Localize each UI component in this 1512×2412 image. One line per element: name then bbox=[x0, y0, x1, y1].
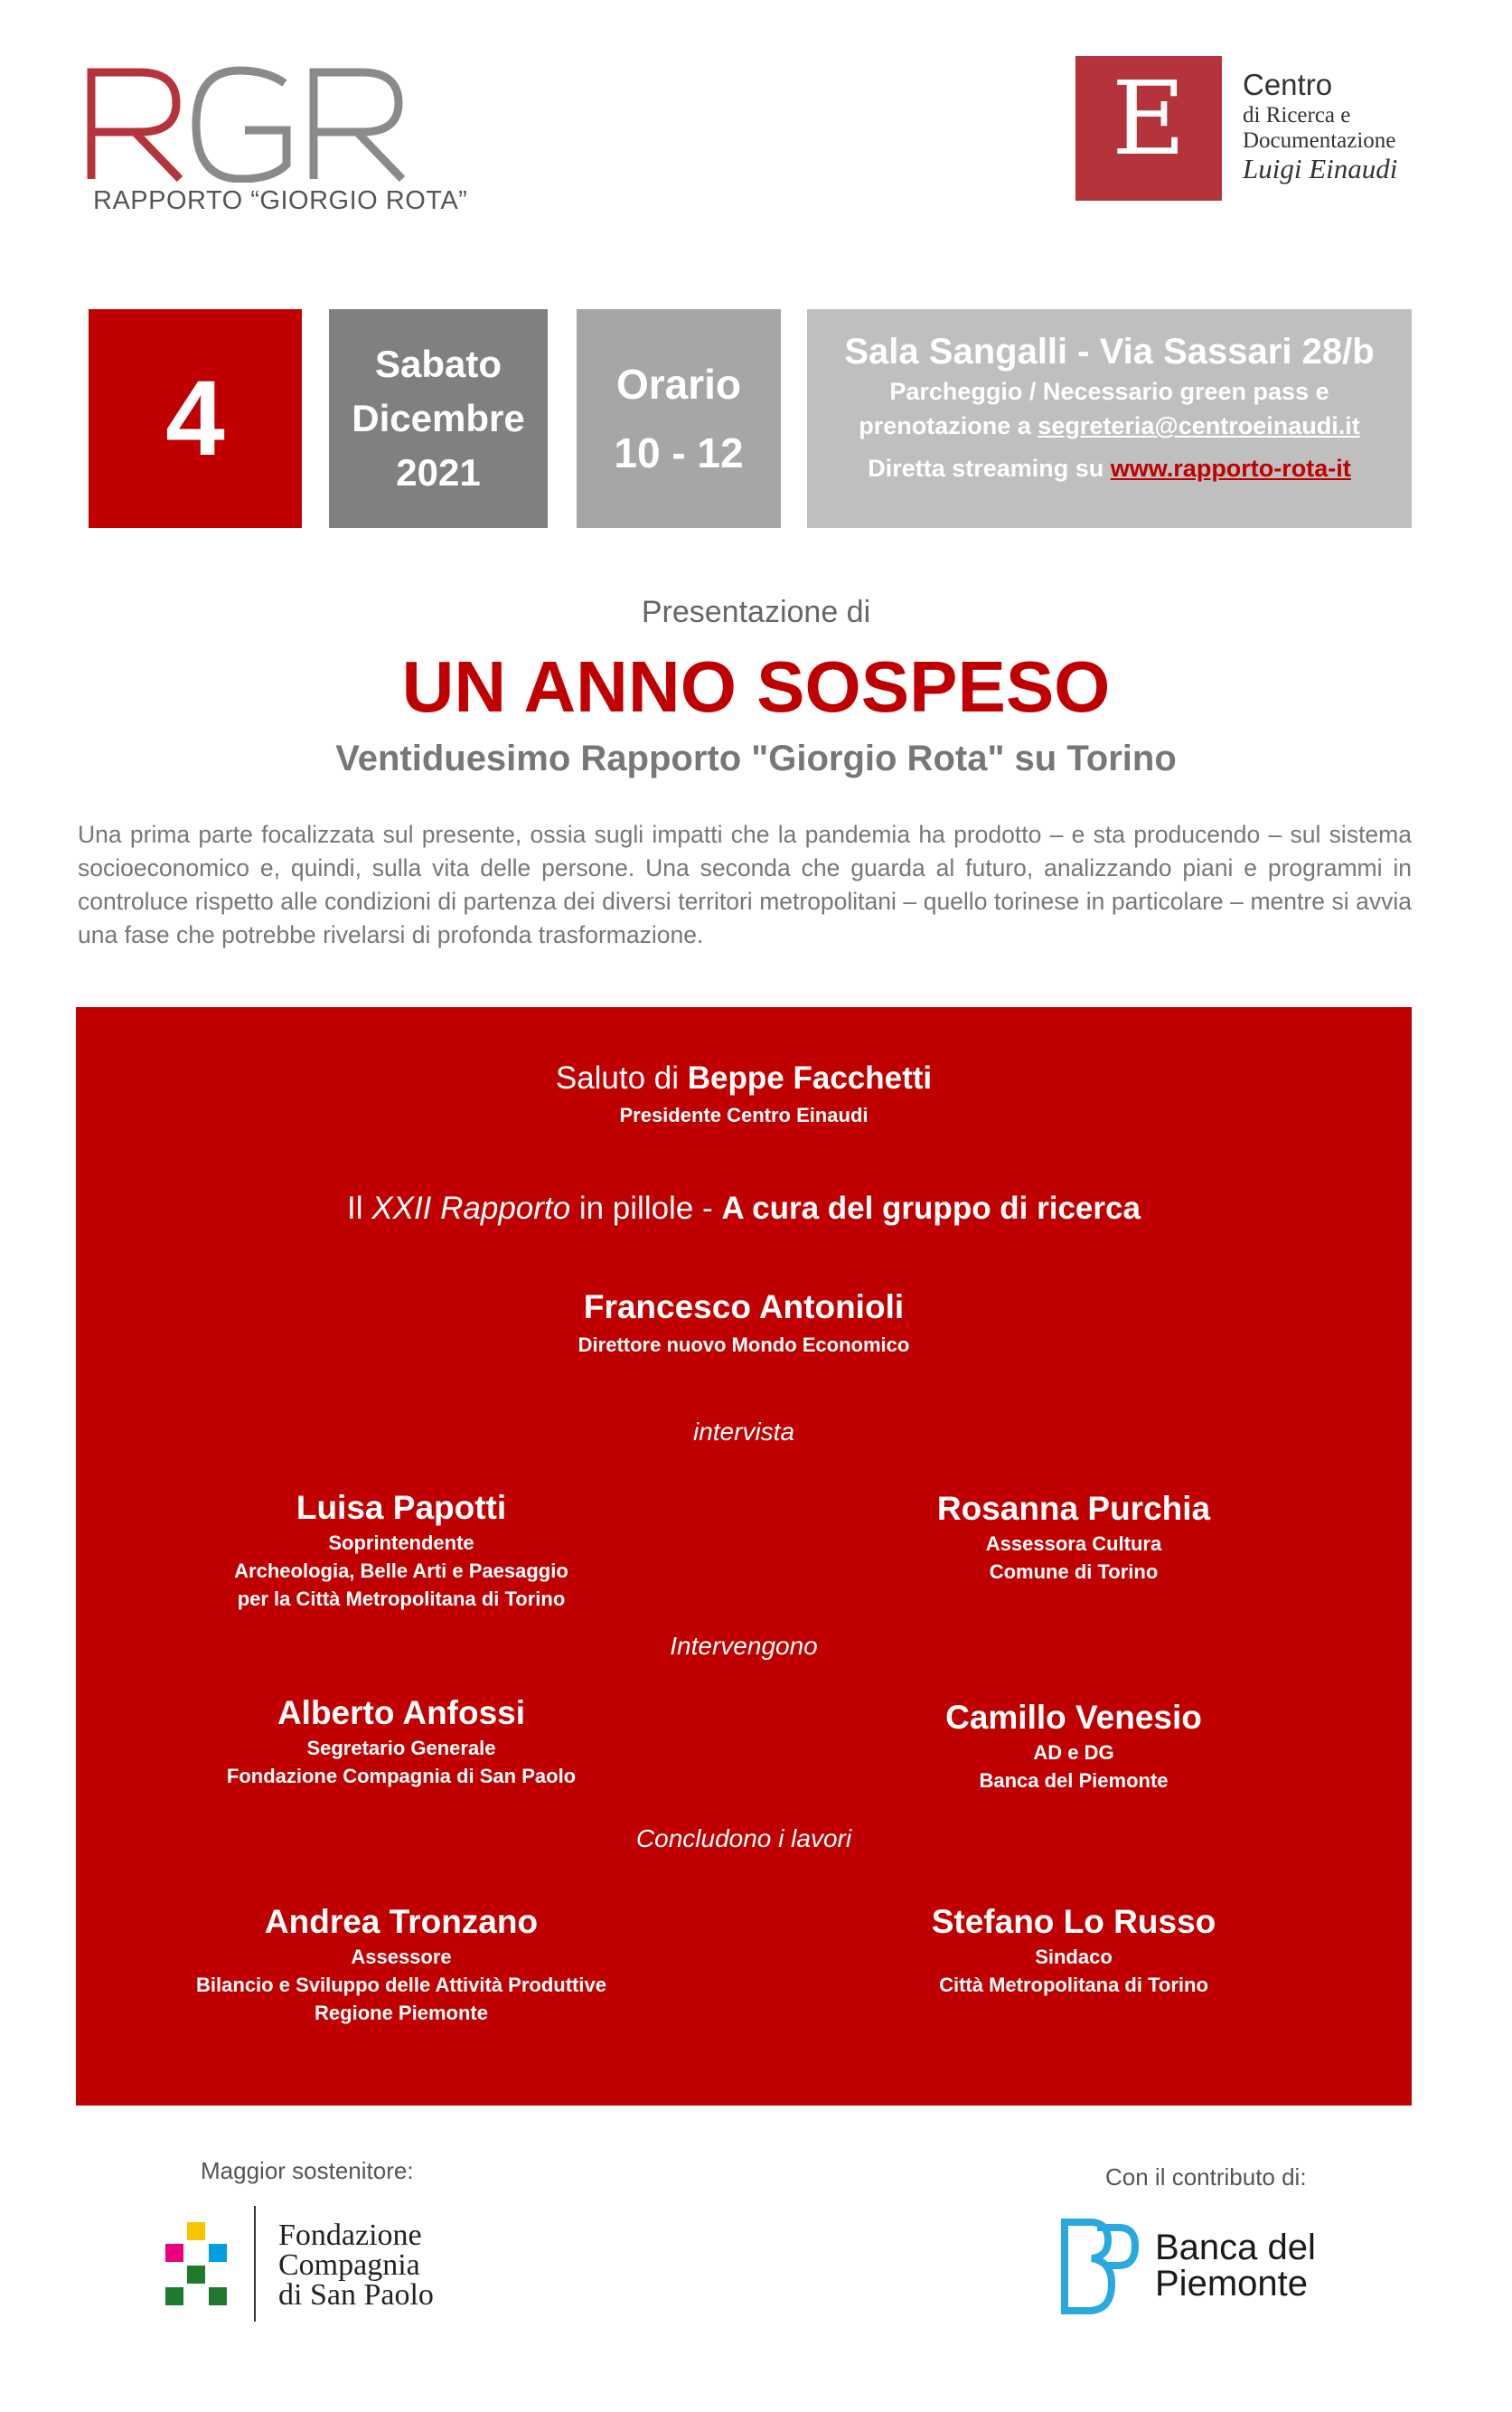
contributor-label: Con il contributo di: bbox=[1105, 2163, 1307, 2191]
section-label-intervengono: Intervengono bbox=[670, 1632, 818, 1660]
speaker-role: Fondazione Compagnia di San Paolo bbox=[226, 1765, 577, 1787]
speaker-role: Sindaco bbox=[1035, 1946, 1113, 1968]
speaker-role: Archeologia, Belle Arti e Paesaggio bbox=[234, 1559, 568, 1582]
bdp-logo-text bbox=[1155, 2229, 1316, 2302]
einaudi-logo-letter: E bbox=[1112, 61, 1186, 178]
speaker-name-antonioli: Francesco Antonioli bbox=[583, 1288, 905, 1325]
event-time-range: 10 - 12 bbox=[614, 429, 744, 476]
section-label-concludono: Concludono i lavori bbox=[635, 1824, 852, 1852]
abstract-paragraph: Una prima parte focalizzata sul presente, ossia sugli impatti che la pandemia ha prodotto – e sta producendo – sul sistema socioeconomico e, quindi, sulla vita delle persone. Una seconda che guarda al futuro, analizzando piani e programmi in controluce rispetto alle condizioni di partenza dei diversi territori metropolitani – quello torinese in particolare – mentre si avvia una fase che potrebbe rivelarsi di profonda trasformazione. bbox=[78, 821, 1412, 948]
einaudi-logo-line2: di Ricerca e bbox=[1243, 103, 1351, 127]
parking-note: Parcheggio / Necessario green pass e bbox=[889, 378, 1329, 405]
rgr-logo bbox=[86, 65, 468, 219]
bdp-logo-mark bbox=[1056, 2217, 1139, 2316]
greeting bbox=[76, 1058, 1412, 1099]
streaming-prefix: Diretta streaming su bbox=[868, 455, 1111, 482]
fondazione-compagnia-san-paolo-logo bbox=[165, 2206, 473, 2323]
rgr-logo-subtitle: RAPPORTO “GIORGIO ROTA” bbox=[93, 186, 468, 215]
speaker-role: Segretario Generale bbox=[306, 1737, 496, 1759]
booking-email-link[interactable]: segreteria@centroeinaudi.it bbox=[1038, 412, 1360, 439]
speaker-role: Bilancio e Sviluppo delle Attività Produttive bbox=[196, 1974, 606, 1996]
speaker-tronzano bbox=[76, 1901, 727, 2027]
einaudi-logo-line3: Documentazione bbox=[1243, 128, 1396, 153]
fcsp-line3: di San Paolo bbox=[278, 2278, 434, 2312]
event-time-label: Orario bbox=[615, 361, 742, 408]
einaudi-logo-mark bbox=[1075, 56, 1222, 201]
section-label-intervista: intervista bbox=[692, 1418, 795, 1446]
speaker-name: Andrea Tronzano bbox=[264, 1903, 539, 1940]
streaming-link[interactable]: www.rapporto-rota-it bbox=[1110, 455, 1351, 482]
main-title: UN ANNO SOSPESO bbox=[401, 646, 1111, 727]
booking-note bbox=[807, 409, 1412, 443]
major-sponsor-label: Maggior sostenitore: bbox=[201, 2157, 414, 2184]
event-venue: Sala Sangalli - Via Sassari 28/b bbox=[844, 332, 1375, 372]
pills-curated-by: A cura del gruppo di ricerca bbox=[721, 1191, 1141, 1226]
speaker-role: Regione Piemonte bbox=[315, 2002, 488, 2024]
einaudi-logo-line4: Luigi Einaudi bbox=[1243, 153, 1398, 184]
event-weekday: Sabato bbox=[374, 343, 502, 385]
event-date-box bbox=[329, 309, 548, 528]
presentation-label: Presentazione di bbox=[641, 595, 871, 629]
pills-il: Il bbox=[347, 1191, 372, 1226]
bdp-line1: Banca del bbox=[1155, 2228, 1316, 2267]
event-venue-box bbox=[807, 309, 1412, 528]
centro-einaudi-logo bbox=[1075, 56, 1455, 201]
program-panel bbox=[76, 1007, 1412, 2106]
einaudi-logo-line1: Centro bbox=[1243, 68, 1333, 101]
speaker-role: Assessora Cultura bbox=[985, 1532, 1162, 1555]
speaker-venesio bbox=[830, 1697, 1318, 1795]
report-pills-line bbox=[76, 1188, 1412, 1230]
speaker-lorusso bbox=[830, 1901, 1318, 1999]
event-day-box bbox=[89, 309, 302, 528]
fcsp-line1: Fondazione bbox=[278, 2219, 422, 2252]
speaker-role: Assessore bbox=[351, 1946, 452, 1968]
speaker-role: Soprintendente bbox=[328, 1531, 474, 1554]
pills-report-name: XXII Rapporto bbox=[371, 1191, 571, 1226]
speaker-anfossi bbox=[76, 1692, 727, 1790]
speaker-role: Banca del Piemonte bbox=[979, 1769, 1169, 1792]
greeting-prefix: Saluto di bbox=[555, 1060, 688, 1096]
speaker-name: Stefano Lo Russo bbox=[931, 1903, 1216, 1940]
fcsp-logo-mark bbox=[165, 2222, 229, 2309]
fcsp-logo-divider bbox=[254, 2206, 256, 2322]
speaker-name: Camillo Venesio bbox=[945, 1699, 1202, 1736]
event-day: 4 bbox=[165, 359, 225, 478]
speaker-name: Luisa Papotti bbox=[296, 1489, 507, 1526]
banca-del-piemonte-logo bbox=[1056, 2217, 1345, 2316]
speaker-purchia bbox=[830, 1488, 1318, 1586]
bdp-line2: Piemonte bbox=[1155, 2264, 1308, 2304]
einaudi-logo-text bbox=[1243, 67, 1397, 184]
fcsp-logo-text bbox=[278, 2220, 434, 2310]
streaming-note bbox=[807, 451, 1412, 485]
greeting-speaker: Beppe Facchetti bbox=[687, 1060, 933, 1096]
speaker-name: Rosanna Purchia bbox=[936, 1490, 1211, 1527]
speaker-papotti bbox=[76, 1487, 727, 1613]
speaker-role: per la Città Metropolitana di Torino bbox=[237, 1588, 566, 1610]
speaker-role: AD e DG bbox=[1033, 1741, 1114, 1764]
event-year: 2021 bbox=[396, 451, 481, 494]
speaker-role: Città Metropolitana di Torino bbox=[939, 1974, 1208, 1996]
speaker-role-antonioli: Direttore nuovo Mondo Economico bbox=[578, 1333, 910, 1356]
rgr-logo-mark bbox=[86, 65, 420, 183]
report-subtitle: Ventiduesimo Rapporto "Giorgio Rota" su Torino bbox=[335, 739, 1177, 778]
event-time-box bbox=[577, 309, 781, 528]
greeting-speaker-role: Presidente Centro Einaudi bbox=[619, 1104, 869, 1126]
booking-prefix: prenotazione a bbox=[859, 412, 1038, 439]
pills-mid: in pillole - bbox=[570, 1191, 722, 1226]
fcsp-line2: Compagnia bbox=[278, 2248, 420, 2282]
speaker-name: Alberto Anfossi bbox=[277, 1694, 526, 1731]
speaker-role: Comune di Torino bbox=[989, 1560, 1159, 1583]
event-month: Dicembre bbox=[352, 397, 525, 439]
